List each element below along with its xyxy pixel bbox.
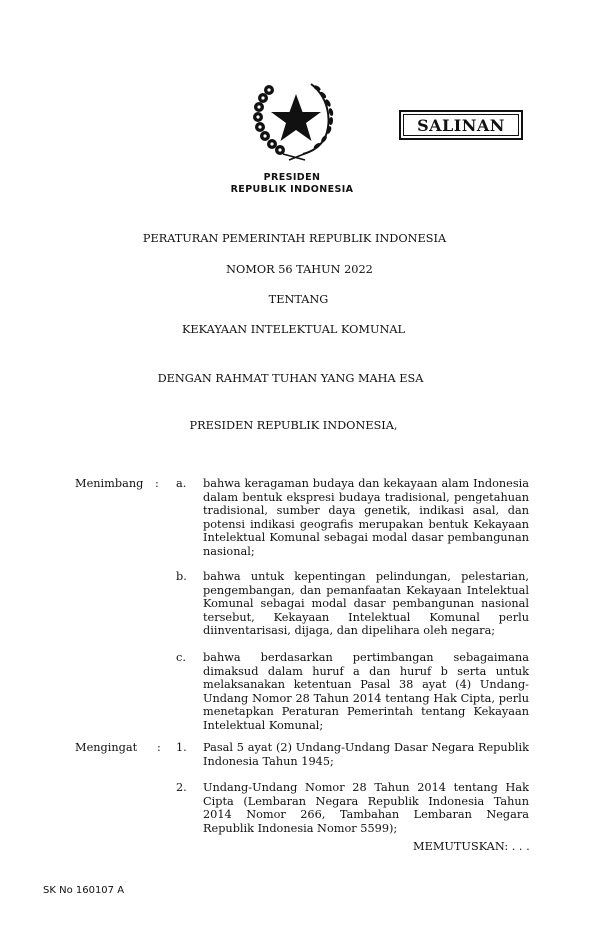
salinan-label: SALINAN — [417, 115, 505, 135]
mengingat-item-marker: 1. — [176, 741, 187, 754]
menimbang-item-marker: c. — [176, 651, 186, 664]
menimbang-item-marker: b. — [176, 570, 187, 583]
mengingat-label: Mengingat — [75, 741, 138, 754]
menimbang-item-c: bahwa berdasarkan pertimbangan sebagaimana dimaksud dalam huruf a dan huruf b serta untuk melaksanakan ketentuan Pasal 38 ayat (4) Undang-Undang Nomor 28 Tahun 2014 tentang Hak Cipta, perlu menetapkan Peraturan Pemerintah tentang Kekayaan Intelektual Komunal; — [203, 651, 529, 732]
continuation-marker: MEMUTUSKAN: . . . — [413, 840, 530, 853]
menimbang-colon: : — [155, 477, 159, 490]
mengingat-item-marker: 2. — [176, 781, 187, 794]
garuda-presidential-seal-icon — [253, 78, 339, 162]
office-line-republic: REPUBLIK INDONESIA — [230, 184, 354, 195]
office-line-president: PRESIDEN — [263, 172, 321, 183]
regulation-about: TENTANG — [268, 293, 329, 306]
document-code: SK No 160107 A — [43, 885, 125, 896]
salinan-stamp — [399, 110, 523, 140]
issuer: PRESIDEN REPUBLIK INDONESIA, — [189, 419, 398, 432]
mengingat-item-1: Pasal 5 ayat (2) Undang-Undang Dasar Negara Republik Indonesia Tahun 1945; — [203, 741, 529, 768]
menimbang-item-marker: a. — [176, 477, 187, 490]
regulation-type: PERATURAN PEMERINTAH REPUBLIK INDONESIA — [142, 232, 447, 245]
invocation: DENGAN RAHMAT TUHAN YANG MAHA ESA — [157, 372, 424, 385]
mengingat-colon: : — [157, 741, 161, 754]
menimbang-item-a: bahwa keragaman budaya dan kekayaan alam Indonesia dalam bentuk ekspresi budaya tradisional, pengetahuan tradisional, sumber daya genetik, indikasi asal, dan potensi indikasi geografis merupakan bentuk Kekayaan Intelektual Komunal sebagai modal dasar pembangunan nasional; — [203, 477, 529, 558]
regulation-subject: KEKAYAAN INTELEKTUAL KOMUNAL — [181, 323, 406, 336]
menimbang-label: Menimbang — [75, 477, 144, 490]
menimbang-item-b: bahwa untuk kepentingan pelindungan, pelestarian, pengembangan, dan pemanfaatan Kekayaan Intelektual Komunal sebagai modal dasar pembangunan nasional tersebut, Kekayaan Intelektual Komunal perlu diinventarisasi, dijaga, dan dipelihara oleh negara; — [203, 570, 529, 638]
regulation-number: NOMOR 56 TAHUN 2022 — [226, 263, 373, 276]
mengingat-item-2: Undang-Undang Nomor 28 Tahun 2014 tentang Hak Cipta (Lembaran Negara Republik Indonesia Tahun 2014 Nomor 266, Tambahan Lembaran Negara Republik Indonesia Nomor 5599); — [203, 781, 529, 835]
